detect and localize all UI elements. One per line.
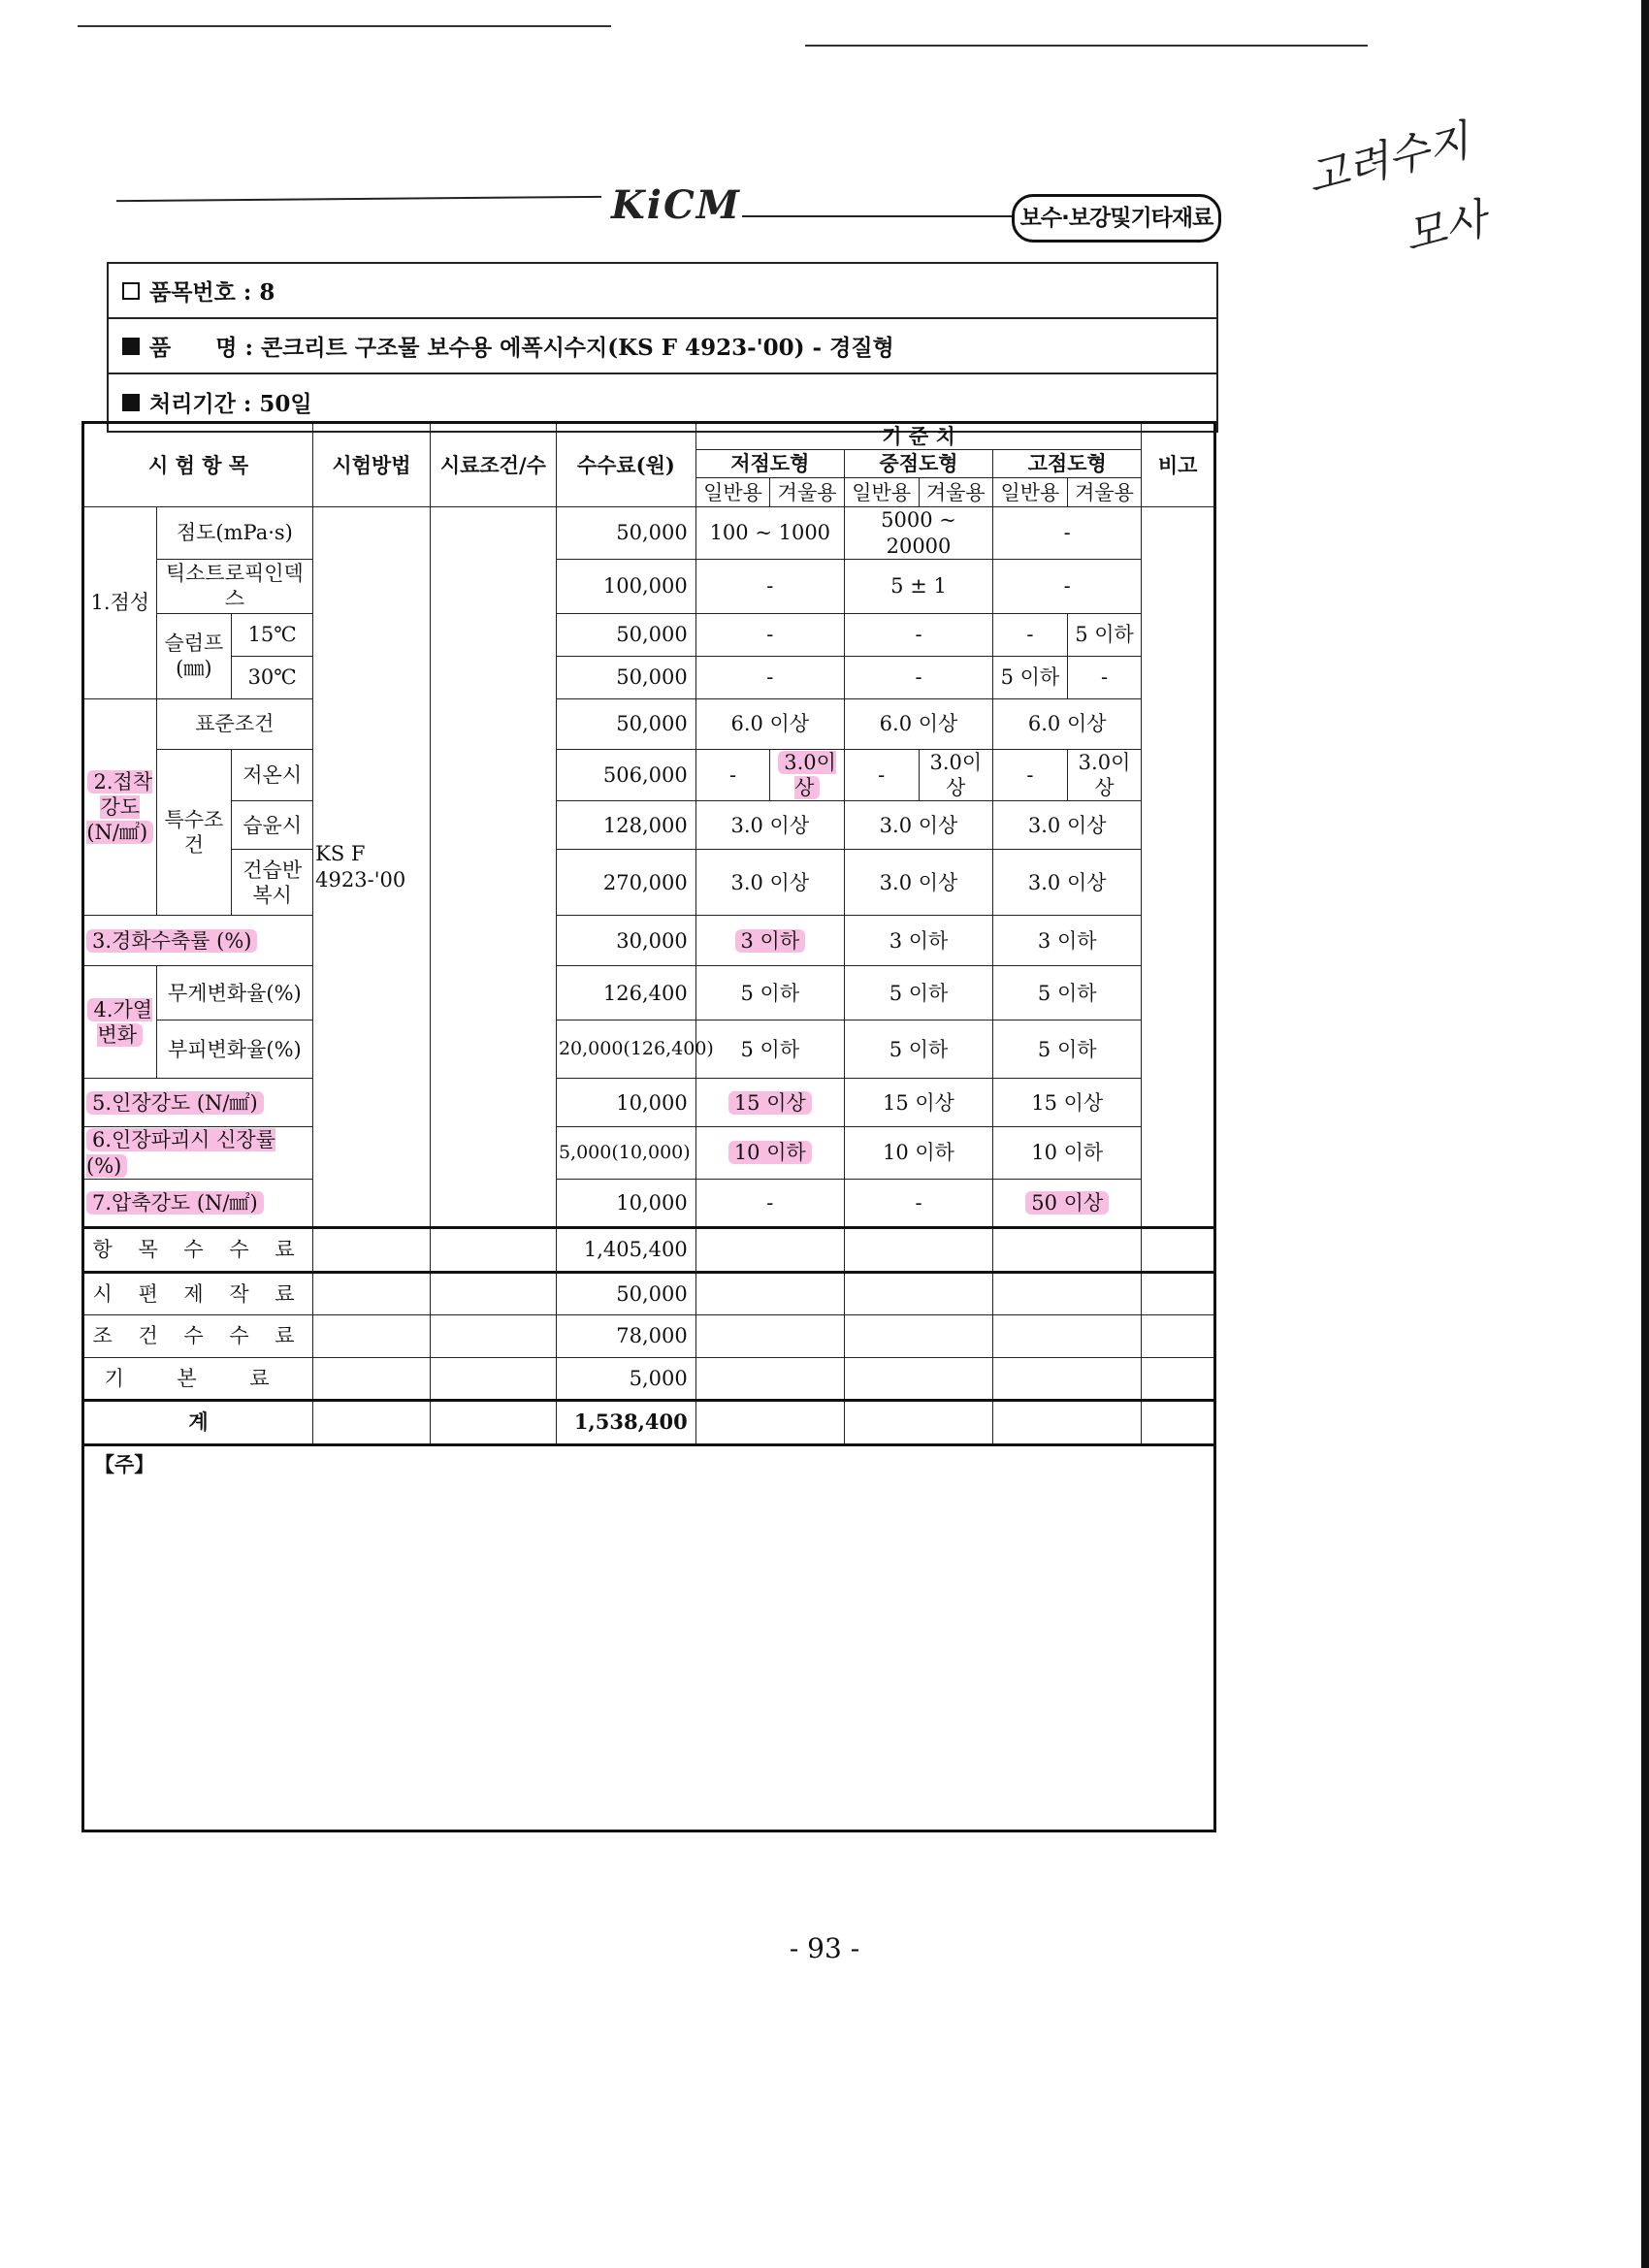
criteria-low bbox=[695, 1079, 844, 1127]
criteria-low-general: - bbox=[695, 749, 770, 801]
notes-row bbox=[83, 1444, 1215, 1831]
empty-cell bbox=[844, 1227, 992, 1272]
criteria-high-general: - bbox=[993, 613, 1068, 656]
criteria-high-winter: - bbox=[1067, 656, 1142, 698]
criteria-mid: - bbox=[844, 613, 992, 656]
criteria-mid: 3.0 이상 bbox=[844, 850, 992, 916]
empty-cell bbox=[430, 1272, 556, 1314]
table-row bbox=[83, 1127, 1215, 1180]
empty-cell bbox=[430, 1314, 556, 1357]
table-row bbox=[83, 559, 1215, 613]
header-sample: 시료조건/수 bbox=[430, 423, 556, 507]
header-winter: 겨울용 bbox=[770, 478, 845, 507]
criteria-mid: - bbox=[844, 656, 992, 698]
empty-cell bbox=[430, 1227, 556, 1272]
table-row bbox=[83, 656, 1215, 698]
row-label bbox=[83, 1179, 313, 1227]
total-row bbox=[83, 1400, 1215, 1444]
empty-cell bbox=[1142, 1314, 1215, 1357]
empty-cell bbox=[313, 1272, 431, 1314]
total-fee: 1,538,400 bbox=[556, 1400, 695, 1444]
criteria-high: - bbox=[993, 507, 1142, 560]
criteria-mid-general: - bbox=[844, 749, 919, 801]
row-label: 무게변화율(%) bbox=[156, 966, 313, 1021]
filled-square-icon bbox=[122, 394, 140, 411]
fee-cell: 50,000 bbox=[556, 613, 695, 656]
row-label: 저온시 bbox=[232, 749, 313, 801]
header-mid-viscosity: 중점도형 bbox=[844, 450, 992, 478]
highlight-text: 10 이하 bbox=[728, 1141, 812, 1164]
criteria-low: 6.0 이상 bbox=[695, 698, 844, 749]
scan-top-line bbox=[805, 45, 1368, 47]
empty-cell bbox=[844, 1314, 992, 1357]
summary-row bbox=[83, 1227, 1215, 1272]
highlight-text: 4.가열변화 bbox=[87, 998, 152, 1047]
row-label: 30℃ bbox=[232, 656, 313, 698]
criteria-low-winter bbox=[770, 749, 845, 801]
fee-cell: 128,000 bbox=[556, 801, 695, 850]
summary-fee: 1,405,400 bbox=[556, 1227, 695, 1272]
criteria-high: 5 이하 bbox=[993, 966, 1142, 1021]
kicm-logo: KiCM bbox=[611, 182, 742, 228]
empty-cell bbox=[1142, 1357, 1215, 1400]
criteria-low: 100 ~ 1000 bbox=[695, 507, 844, 560]
header-rule-left bbox=[116, 196, 601, 202]
criteria-low: - bbox=[695, 613, 844, 656]
empty-cell bbox=[313, 1314, 431, 1357]
header-general: 일반용 bbox=[695, 478, 770, 507]
row-label: 부피변화율(%) bbox=[156, 1021, 313, 1079]
highlight-text: 3.경화수축률 (%) bbox=[86, 929, 257, 953]
empty-cell bbox=[313, 1400, 431, 1444]
empty-cell bbox=[844, 1272, 992, 1314]
handwritten-note: 고려수지 bbox=[1302, 115, 1474, 205]
processing-period: 처리기간 : 50일 bbox=[149, 391, 312, 417]
group-bond-strength bbox=[83, 698, 157, 916]
header-winter: 겨울용 bbox=[1067, 478, 1142, 507]
bond-strength-label: 2.접착강도(N/㎟) bbox=[86, 769, 153, 845]
empty-cell bbox=[1142, 1400, 1215, 1444]
info-box bbox=[107, 262, 1218, 433]
criteria-high: 3 이하 bbox=[993, 916, 1142, 966]
handwritten-note: 모사 bbox=[1399, 194, 1492, 263]
header-method: 시험방법 bbox=[313, 423, 431, 507]
criteria-low: - bbox=[695, 559, 844, 613]
criteria-high-general: - bbox=[993, 749, 1068, 801]
empty-cell bbox=[695, 1314, 844, 1357]
empty-cell bbox=[313, 1357, 431, 1400]
test-method: KS F 4923-'00 bbox=[313, 507, 431, 1228]
criteria-mid: 5 이하 bbox=[844, 966, 992, 1021]
filled-square-icon bbox=[122, 338, 140, 355]
group-viscosity: 1.점성 bbox=[83, 507, 157, 699]
fee-cell: 10,000 bbox=[556, 1179, 695, 1227]
table-row bbox=[83, 1021, 1215, 1079]
criteria-high-winter: 3.0이상 bbox=[1067, 749, 1142, 801]
empty-cell bbox=[844, 1400, 992, 1444]
row-label bbox=[83, 1079, 313, 1127]
criteria-mid-winter: 3.0이상 bbox=[919, 749, 993, 801]
highlight-text: 3.0이상 bbox=[778, 751, 836, 799]
header-remarks: 비고 bbox=[1142, 423, 1215, 507]
empty-cell bbox=[844, 1357, 992, 1400]
table-row bbox=[83, 966, 1215, 1021]
summary-fee: 5,000 bbox=[556, 1357, 695, 1400]
empty-cell bbox=[695, 1227, 844, 1272]
empty-cell bbox=[695, 1400, 844, 1444]
empty-cell bbox=[993, 1314, 1142, 1357]
product-name-row bbox=[109, 319, 1216, 374]
table-row bbox=[83, 1179, 1215, 1227]
fee-cell: 50,000 bbox=[556, 507, 695, 560]
fee-cell: 50,000 bbox=[556, 698, 695, 749]
criteria-mid: 3.0 이상 bbox=[844, 801, 992, 850]
table-row bbox=[83, 1079, 1215, 1127]
row-label: 15℃ bbox=[232, 613, 313, 656]
item-number: 품목번호 : 8 bbox=[149, 279, 275, 306]
scan-top-line bbox=[78, 25, 611, 27]
summary-label: 항 목 수 수 료 bbox=[83, 1227, 313, 1272]
empty-cell bbox=[695, 1272, 844, 1314]
criteria-high: 6.0 이상 bbox=[993, 698, 1142, 749]
criteria-low: - bbox=[695, 656, 844, 698]
criteria-low bbox=[695, 916, 844, 966]
row-label: 틱소트로픽인덱스 bbox=[156, 559, 313, 613]
criteria-low bbox=[695, 1127, 844, 1180]
table-row bbox=[83, 613, 1215, 656]
criteria-mid: 15 이상 bbox=[844, 1079, 992, 1127]
table-row bbox=[83, 507, 1215, 560]
header-fee: 수수료(원) bbox=[556, 423, 695, 507]
criteria-mid: 6.0 이상 bbox=[844, 698, 992, 749]
criteria-high-winter: 5 이하 bbox=[1067, 613, 1142, 656]
total-label: 계 bbox=[83, 1400, 313, 1444]
fee-cell: 30,000 bbox=[556, 916, 695, 966]
criteria-low: 3.0 이상 bbox=[695, 801, 844, 850]
empty-cell bbox=[313, 1227, 431, 1272]
category-badge: 보수·보강및기타재료 bbox=[1012, 194, 1221, 243]
criteria-low: - bbox=[695, 1179, 844, 1227]
row-label: 표준조건 bbox=[156, 698, 313, 749]
highlight-text: 5.인장강도 (N/㎟) bbox=[86, 1091, 264, 1115]
criteria-low: 5 이하 bbox=[695, 966, 844, 1021]
group-heating bbox=[83, 966, 157, 1079]
notes-label: 【주】 bbox=[83, 1444, 1215, 1831]
group-slump: 슬럼프(㎜) bbox=[156, 613, 232, 698]
criteria-mid: 10 이하 bbox=[844, 1127, 992, 1180]
table-row bbox=[83, 698, 1215, 749]
criteria-high: - bbox=[993, 559, 1142, 613]
summary-fee: 78,000 bbox=[556, 1314, 695, 1357]
checkbox-icon bbox=[122, 282, 140, 300]
empty-cell bbox=[430, 1357, 556, 1400]
criteria-high bbox=[993, 1179, 1142, 1227]
row-label bbox=[83, 916, 313, 966]
empty-cell bbox=[1142, 1272, 1215, 1314]
criteria-high: 3.0 이상 bbox=[993, 850, 1142, 916]
empty-cell bbox=[695, 1357, 844, 1400]
row-label: 점도(mPa·s) bbox=[156, 507, 313, 560]
table-row bbox=[83, 916, 1215, 966]
row-label: 습윤시 bbox=[232, 801, 313, 850]
test-fee-table bbox=[81, 421, 1216, 1832]
highlight-text: 6.인장파괴시 신장률(%) bbox=[86, 1128, 275, 1178]
summary-label: 시 편 제 작 료 bbox=[83, 1272, 313, 1314]
highlight-text: 50 이상 bbox=[1025, 1191, 1109, 1215]
criteria-high: 10 이하 bbox=[993, 1127, 1142, 1180]
item-number-row bbox=[109, 264, 1216, 319]
criteria-mid: 5 이하 bbox=[844, 1021, 992, 1079]
row-label bbox=[83, 1127, 313, 1180]
highlight-text: 7.압축강도 (N/㎟) bbox=[86, 1191, 264, 1215]
summary-fee: 50,000 bbox=[556, 1272, 695, 1314]
table-row bbox=[83, 749, 1215, 801]
product-name: 품 명 : 콘크리트 구조물 보수용 에폭시수지(KS F 4923-'00) - 경질형 bbox=[149, 335, 894, 361]
header-winter: 겨울용 bbox=[919, 478, 993, 507]
criteria-low: 5 이하 bbox=[695, 1021, 844, 1079]
table-row bbox=[83, 850, 1215, 916]
empty-cell bbox=[993, 1400, 1142, 1444]
summary-row bbox=[83, 1314, 1215, 1357]
row-label: 건습반복시 bbox=[232, 850, 313, 916]
criteria-low: 3.0 이상 bbox=[695, 850, 844, 916]
header-general: 일반용 bbox=[844, 478, 919, 507]
fee-cell: 506,000 bbox=[556, 749, 695, 801]
criteria-high: 5 이하 bbox=[993, 1021, 1142, 1079]
summary-row bbox=[83, 1357, 1215, 1400]
header-low-viscosity: 저점도형 bbox=[695, 450, 844, 478]
sample-condition bbox=[430, 507, 556, 1228]
criteria-high-general: 5 이하 bbox=[993, 656, 1068, 698]
summary-label: 조 건 수 수 료 bbox=[83, 1314, 313, 1357]
table-row bbox=[83, 801, 1215, 850]
highlight-text: 15 이상 bbox=[728, 1091, 812, 1115]
header-rule-right bbox=[742, 215, 1014, 217]
criteria-high: 3.0 이상 bbox=[993, 801, 1142, 850]
summary-row bbox=[83, 1272, 1215, 1314]
header-test-item: 시 험 항 목 bbox=[83, 423, 313, 507]
criteria-mid: 3 이하 bbox=[844, 916, 992, 966]
header-criteria: 기 준 치 bbox=[695, 423, 1142, 450]
criteria-high: 15 이상 bbox=[993, 1079, 1142, 1127]
criteria-mid: 5000 ~ 20000 bbox=[844, 507, 992, 560]
fee-cell: 50,000 bbox=[556, 656, 695, 698]
empty-cell bbox=[1142, 1227, 1215, 1272]
fee-cell: 20,000(126,400) bbox=[556, 1021, 695, 1079]
scan-edge bbox=[1641, 0, 1649, 2268]
fee-cell: 270,000 bbox=[556, 850, 695, 916]
fee-cell: 5,000(10,000) bbox=[556, 1127, 695, 1180]
remarks-cell bbox=[1142, 507, 1215, 1228]
criteria-mid: - bbox=[844, 1179, 992, 1227]
empty-cell bbox=[993, 1272, 1142, 1314]
highlight-text: 3 이하 bbox=[735, 929, 806, 953]
empty-cell bbox=[993, 1357, 1142, 1400]
header-high-viscosity: 고점도형 bbox=[993, 450, 1142, 478]
page-number: - 93 - bbox=[789, 1932, 860, 1964]
fee-cell: 100,000 bbox=[556, 559, 695, 613]
header-general: 일반용 bbox=[993, 478, 1068, 507]
criteria-mid: 5 ± 1 bbox=[844, 559, 992, 613]
fee-cell: 10,000 bbox=[556, 1079, 695, 1127]
empty-cell bbox=[993, 1227, 1142, 1272]
empty-cell bbox=[430, 1400, 556, 1444]
group-special: 특수조건 bbox=[156, 749, 232, 916]
summary-label: 기 본 료 bbox=[83, 1357, 313, 1400]
fee-cell: 126,400 bbox=[556, 966, 695, 1021]
